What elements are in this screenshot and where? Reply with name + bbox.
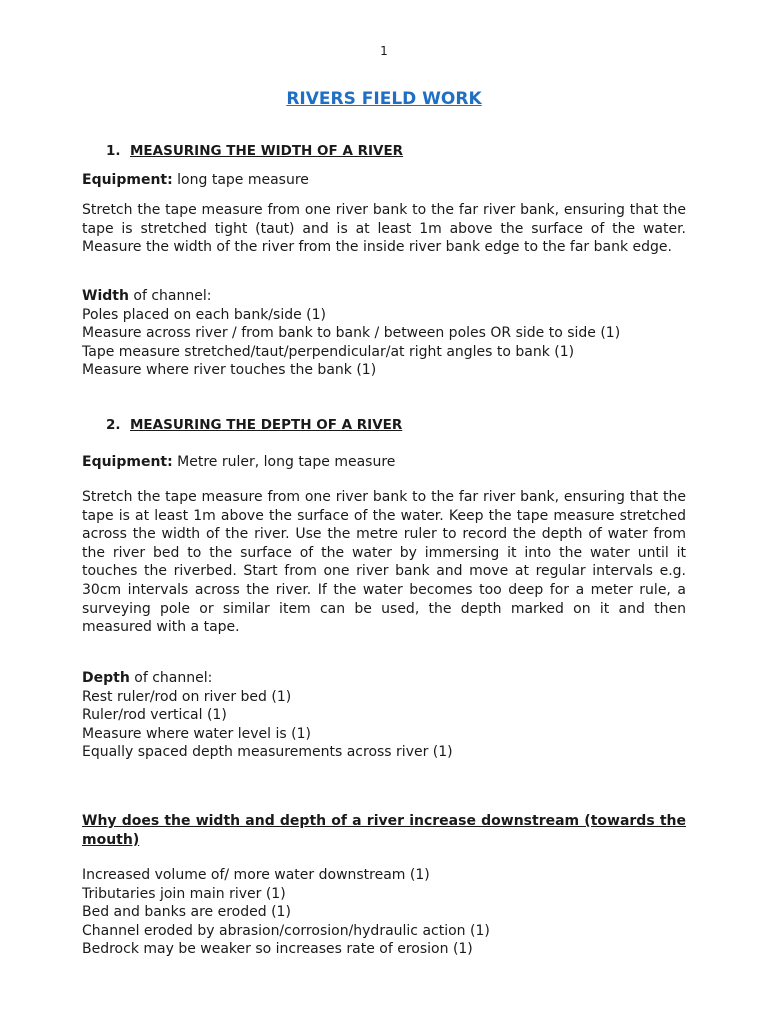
section-3-question xyxy=(82,812,686,849)
mark-item: Tape measure stretched/taut/perpendicular/at right angles to bank (1) xyxy=(82,343,575,360)
section-1-heading xyxy=(106,142,686,161)
answer-item: Bedrock may be weaker so increases rate of erosion (1) xyxy=(82,941,473,958)
marks-suffix: of channel: xyxy=(129,670,213,686)
section-3-answers xyxy=(82,866,686,959)
answer-item: Increased volume of/ more water downstream (1) xyxy=(82,867,430,883)
section-2-equipment xyxy=(82,453,686,472)
page-number: 1 xyxy=(380,44,388,58)
mark-item: Measure across river / from bank to bank / between poles OR side to side (1) xyxy=(82,325,621,342)
equipment-label: Equipment: xyxy=(82,172,173,188)
mark-item: Measure where river touches the bank (1) xyxy=(82,362,377,379)
equipment-value: long tape measure xyxy=(172,172,309,188)
section-1-title: MEASURING THE WIDTH OF A RIVER xyxy=(130,143,404,159)
section-1-equipment xyxy=(82,171,686,190)
section-1-number: 1. xyxy=(106,143,121,159)
mark-item: Measure where water level is (1) xyxy=(82,725,311,742)
marks-heading xyxy=(82,287,686,306)
question-text: Why does the width and depth of a river increase downstream (towards the mouth) xyxy=(82,813,686,848)
document-title: RIVERS FIELD WORK xyxy=(286,89,482,109)
section-2-heading xyxy=(106,416,686,435)
mark-item: Rest ruler/rod on river bed (1) xyxy=(82,688,292,705)
answer-item: Tributaries join main river (1) xyxy=(82,885,286,902)
marks-label: Depth xyxy=(82,670,130,686)
mark-item: Equally spaced depth measurements across river (1) xyxy=(82,744,453,761)
mark-item: Poles placed on each bank/side (1) xyxy=(82,306,326,323)
equipment-label: Equipment: xyxy=(82,454,173,470)
section-1-marks xyxy=(82,287,686,380)
marks-heading xyxy=(82,669,686,688)
section-2-title: MEASURING THE DEPTH OF A RIVER xyxy=(130,417,403,433)
marks-label: Width xyxy=(82,288,129,304)
section-2-marks xyxy=(82,669,686,762)
section-2-paragraph: Stretch the tape measure from one river bank to the far river bank, ensuring that the tape is at least 1m above the surface of the water. Keep the tape measure stretched across the width of the river. Use the metre ruler to record the depth of water from the river bed to the surface of the water by immersing it into the water until it touches the riverbed. Start from one river bank and move at regular intervals e.g. 30cm intervals across the river. If the water becomes too deep for a meter rule, a surveying pole or similar item can be used, the depth marked on it and then measured with a tape. xyxy=(82,489,686,636)
answer-item: Channel eroded by abrasion/corrosion/hydraulic action (1) xyxy=(82,922,490,939)
mark-item: Ruler/rod vertical (1) xyxy=(82,707,227,724)
marks-suffix: of channel: xyxy=(128,288,212,304)
equipment-value: Metre ruler, long tape measure xyxy=(172,454,396,470)
answer-item: Bed and banks are eroded (1) xyxy=(82,904,291,921)
section-2-number: 2. xyxy=(106,417,121,433)
section-1-paragraph: Stretch the tape measure from one river bank to the far river bank, ensuring that the tape is stretched tight (taut) and is at least 1m above the surface of the water. Measure the width of the river from the inside river bank edge to the far bank edge. xyxy=(82,202,686,256)
